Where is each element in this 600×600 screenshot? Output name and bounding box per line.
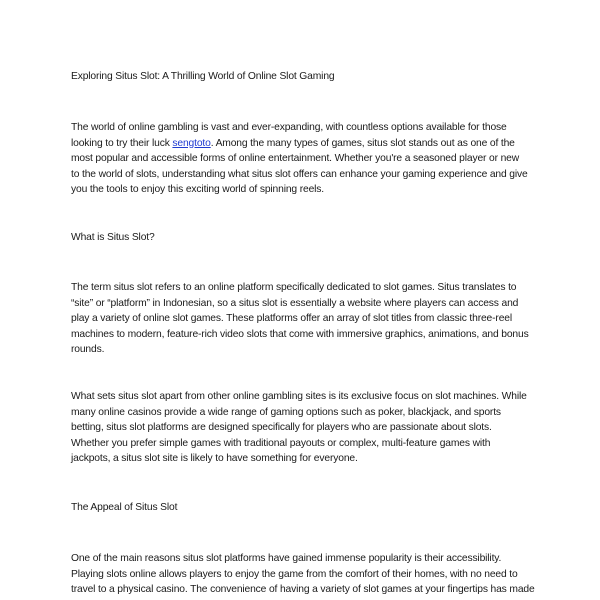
sengtoto-link[interactable]: sengtoto bbox=[172, 137, 211, 149]
paragraph-line bbox=[71, 136, 528, 152]
paragraph-line: rounds. bbox=[71, 344, 105, 355]
paragraph-line: What sets situs slot apart from other online gambling sites is its exclusive focus on slot machines. While bbox=[71, 391, 527, 402]
paragraph-line: Whether you prefer simple games with traditional payouts or complex, multi-feature games with bbox=[71, 437, 491, 449]
paragraph-line: betting, situs slot platforms are designed specifically for players who are passionate about slots. bbox=[71, 422, 492, 433]
paragraph-line: many online casinos provide a wide range of gaming options such as poker, blackjack, and sports bbox=[71, 406, 501, 418]
paragraph-appeal bbox=[71, 551, 535, 598]
paragraph-line: machines to modern, feature-rich video slots that come with immersive graphics, animations, and bonus bbox=[71, 328, 529, 340]
paragraph-intro bbox=[71, 120, 528, 198]
heading-appeal-of-situs-slot: The Appeal of Situs Slot bbox=[71, 502, 178, 513]
paragraph-differences bbox=[71, 389, 527, 467]
text-segment: looking to try their luck bbox=[71, 137, 173, 149]
paragraph-line: travel to a physical casino. The convenience of having a variety of slot games at your fingertips has made bbox=[71, 584, 535, 595]
paragraph-line: jackpots, a situs slot site is likely to have something for everyone. bbox=[71, 453, 358, 464]
heading-what-is-situs-slot: What is Situs Slot? bbox=[71, 232, 155, 243]
paragraph-definition bbox=[71, 280, 529, 358]
paragraph-line: The world of online gambling is vast and ever-expanding, with countless options available for those bbox=[71, 122, 507, 133]
paragraph-line: Playing slots online allows players to enjoy the game from the comfort of their homes, with no need to bbox=[71, 568, 518, 580]
paragraph-line: “site” or “platform” in Indonesian, so a situs slot is essentially a website where players can access and bbox=[71, 297, 519, 309]
paragraph-line: most popular and accessible forms of online entertainment. Whether you're a seasoned player or new bbox=[71, 153, 520, 164]
paragraph-line: you the tools to enjoy this exciting world of spinning reels. bbox=[71, 184, 324, 195]
document-title: Exploring Situs Slot: A Thrilling World of Online Slot Gaming bbox=[71, 71, 335, 82]
paragraph-line: to the world of slots, understanding what situs slot offers can enhance your gaming experience and give bbox=[71, 168, 528, 180]
paragraph-line: One of the main reasons situs slot platforms have gained immense popularity is their accessibility. bbox=[71, 553, 502, 564]
paragraph-line: play a variety of online slot games. These platforms offer an array of slot titles from classic three-reel bbox=[71, 313, 512, 324]
paragraph-line: The term situs slot refers to an online platform specifically dedicated to slot games. Situs translates to bbox=[71, 282, 517, 293]
text-segment: . Among the many types of games, situs slot stands out as one of the bbox=[210, 137, 515, 149]
